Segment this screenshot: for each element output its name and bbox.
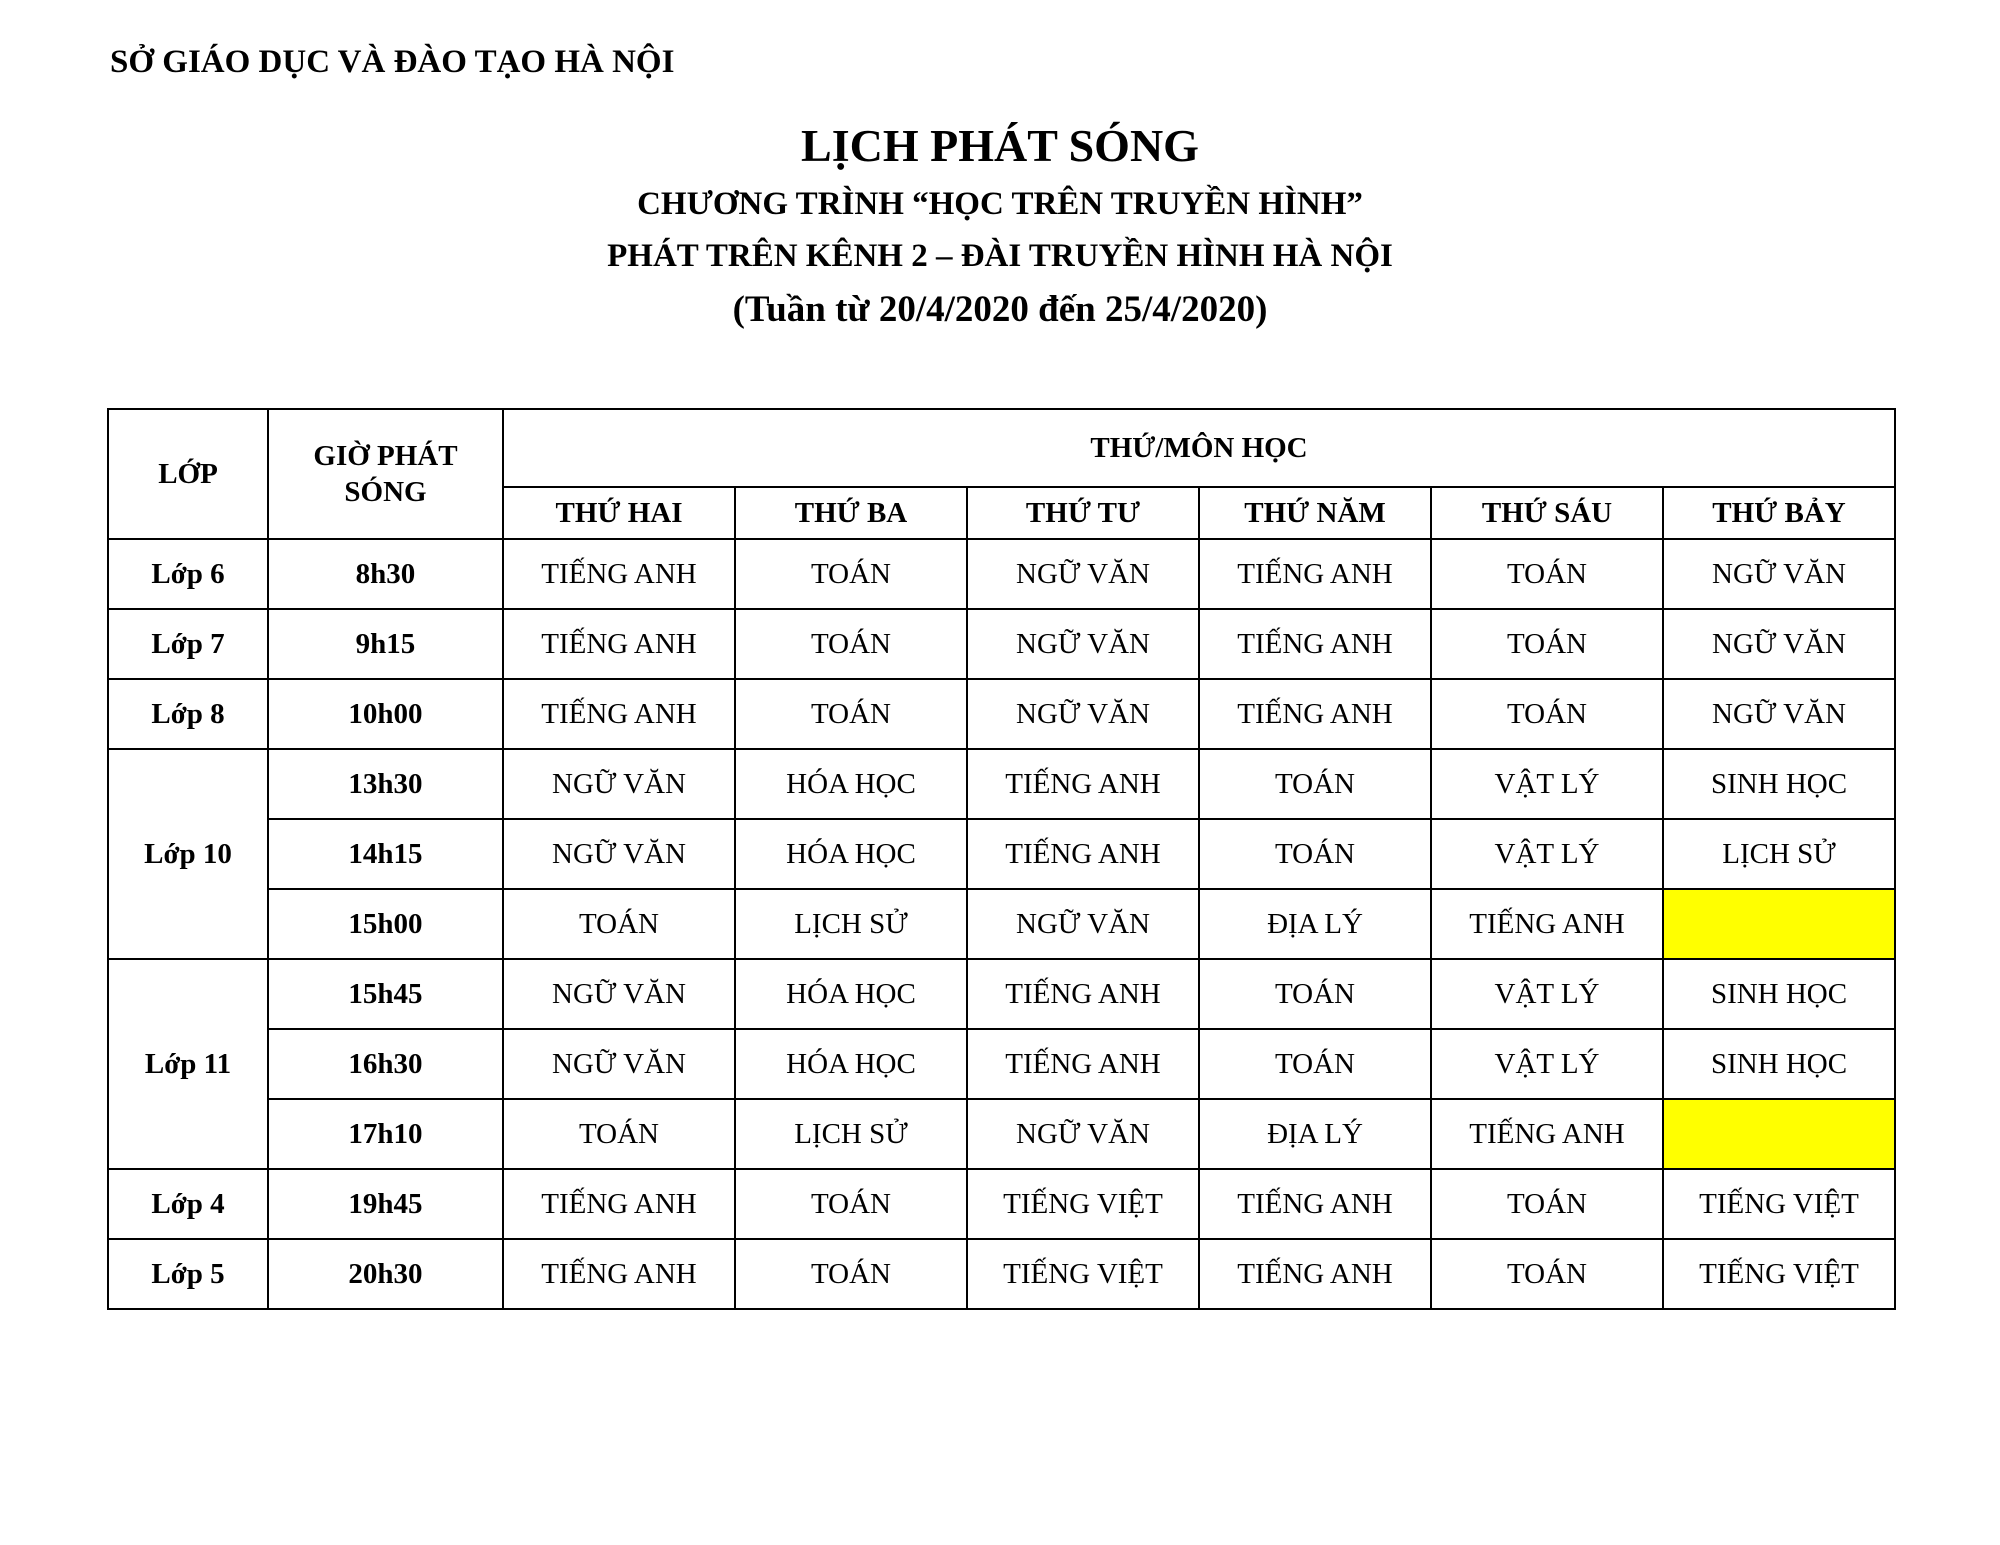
- page-title: LỊCH PHÁT SÓNG: [801, 120, 1199, 171]
- time-cell: 8h30: [268, 539, 503, 609]
- subject-cell: NGỮ VĂN: [503, 959, 735, 1029]
- class-cell: Lớp 4: [108, 1169, 268, 1239]
- subject-cell: TOÁN: [1199, 959, 1431, 1029]
- subject-cell: NGỮ VĂN: [967, 679, 1199, 749]
- subject-cell: LỊCH SỬ: [1663, 819, 1895, 889]
- subject-cell: TIẾNG ANH: [1431, 889, 1663, 959]
- time-cell: 17h10: [268, 1099, 503, 1169]
- subject-cell: TOÁN: [1431, 539, 1663, 609]
- table-row: [108, 1239, 1895, 1309]
- header-class: LỚP: [108, 409, 268, 539]
- class-cell: Lớp 6: [108, 539, 268, 609]
- time-cell: 16h30: [268, 1029, 503, 1099]
- organization-name: SỞ GIÁO DỤC VÀ ĐÀO TẠO HÀ NỘI: [110, 44, 675, 80]
- subject-cell: ĐỊA LÝ: [1199, 889, 1431, 959]
- broadcast-schedule-table: [107, 408, 1896, 1310]
- class-cell: Lớp 11: [108, 959, 268, 1169]
- subject-cell: TOÁN: [1431, 609, 1663, 679]
- subject-cell: NGỮ VĂN: [1663, 679, 1895, 749]
- header-day-subject: THỨ/MÔN HỌC: [503, 409, 1895, 487]
- table-row: [108, 609, 1895, 679]
- time-cell: 20h30: [268, 1239, 503, 1309]
- subject-cell: NGỮ VĂN: [503, 749, 735, 819]
- subject-cell: TOÁN: [503, 889, 735, 959]
- subject-cell: [1663, 1099, 1895, 1169]
- header-day: THỨ SÁU: [1431, 487, 1663, 539]
- subject-cell: TOÁN: [735, 609, 967, 679]
- subject-cell: VẬT LÝ: [1431, 819, 1663, 889]
- subject-cell: TIẾNG ANH: [1199, 609, 1431, 679]
- header-day: THỨ NĂM: [1199, 487, 1431, 539]
- week-range: (Tuần từ 20/4/2020 đến 25/4/2020): [732, 289, 1268, 330]
- time-cell: 14h15: [268, 819, 503, 889]
- subject-cell: NGỮ VĂN: [503, 819, 735, 889]
- table-row: [108, 819, 1895, 889]
- table-row: [108, 959, 1895, 1029]
- subject-cell: ĐỊA LÝ: [1199, 1099, 1431, 1169]
- subject-cell: TIẾNG VIỆT: [967, 1169, 1199, 1239]
- time-cell: 19h45: [268, 1169, 503, 1239]
- subject-cell: LỊCH SỬ: [735, 889, 967, 959]
- subject-cell: TOÁN: [1431, 1169, 1663, 1239]
- subject-cell: [1663, 889, 1895, 959]
- header-day: THỨ HAI: [503, 487, 735, 539]
- time-cell: 15h45: [268, 959, 503, 1029]
- subject-cell: TOÁN: [1199, 1029, 1431, 1099]
- subject-cell: TOÁN: [503, 1099, 735, 1169]
- subject-cell: TIẾNG ANH: [503, 1169, 735, 1239]
- subject-cell: NGỮ VĂN: [503, 1029, 735, 1099]
- subject-cell: TIẾNG ANH: [1199, 679, 1431, 749]
- schedule-body: [108, 539, 1895, 1309]
- table-row: [108, 1169, 1895, 1239]
- subject-cell: TIẾNG VIỆT: [1663, 1239, 1895, 1309]
- subject-cell: TIẾNG ANH: [1199, 1169, 1431, 1239]
- subject-cell: HÓA HỌC: [735, 1029, 967, 1099]
- subject-cell: SINH HỌC: [1663, 959, 1895, 1029]
- subject-cell: LỊCH SỬ: [735, 1099, 967, 1169]
- header-broadcast-time: [268, 409, 503, 539]
- subject-cell: TIẾNG VIỆT: [967, 1239, 1199, 1309]
- subject-cell: TIẾNG ANH: [1431, 1099, 1663, 1169]
- subject-cell: VẬT LÝ: [1431, 1029, 1663, 1099]
- table-row: [108, 889, 1895, 959]
- class-cell: Lớp 5: [108, 1239, 268, 1309]
- subject-cell: TOÁN: [1199, 819, 1431, 889]
- table-row: [108, 679, 1895, 749]
- class-cell: Lớp 7: [108, 609, 268, 679]
- time-cell: 9h15: [268, 609, 503, 679]
- subject-cell: TOÁN: [1431, 679, 1663, 749]
- subject-cell: TIẾNG VIỆT: [1663, 1169, 1895, 1239]
- header-day: THỨ TƯ: [967, 487, 1199, 539]
- subject-cell: TOÁN: [735, 539, 967, 609]
- header-broadcast-time-label: GIỜ PHÁT SÓNG: [313, 440, 458, 508]
- subject-cell: TOÁN: [735, 1169, 967, 1239]
- class-cell: Lớp 10: [108, 749, 268, 959]
- subject-cell: TOÁN: [1431, 1239, 1663, 1309]
- subject-cell: VẬT LÝ: [1431, 749, 1663, 819]
- subject-cell: TIẾNG ANH: [967, 749, 1199, 819]
- header-day: THỨ BẢY: [1663, 487, 1895, 539]
- subject-cell: TOÁN: [735, 1239, 967, 1309]
- subject-cell: NGỮ VĂN: [1663, 539, 1895, 609]
- subject-cell: VẬT LÝ: [1431, 959, 1663, 1029]
- channel-subtitle: PHÁT TRÊN KÊNH 2 – ĐÀI TRUYỀN HÌNH HÀ NỘI: [607, 238, 1393, 274]
- subject-cell: TIẾNG ANH: [503, 539, 735, 609]
- subject-cell: TOÁN: [735, 679, 967, 749]
- subject-cell: NGỮ VĂN: [967, 539, 1199, 609]
- time-cell: 13h30: [268, 749, 503, 819]
- title-block: [0, 118, 2000, 338]
- subject-cell: NGỮ VĂN: [967, 1099, 1199, 1169]
- time-cell: 10h00: [268, 679, 503, 749]
- subject-cell: NGỮ VĂN: [967, 609, 1199, 679]
- subject-cell: TOÁN: [1199, 749, 1431, 819]
- program-subtitle: CHƯƠNG TRÌNH “HỌC TRÊN TRUYỀN HÌNH”: [637, 186, 1363, 222]
- subject-cell: TIẾNG ANH: [503, 679, 735, 749]
- time-cell: 15h00: [268, 889, 503, 959]
- subject-cell: TIẾNG ANH: [967, 819, 1199, 889]
- subject-cell: TIẾNG ANH: [967, 959, 1199, 1029]
- header-day: THỨ BA: [735, 487, 967, 539]
- subject-cell: TIẾNG ANH: [503, 609, 735, 679]
- subject-cell: SINH HỌC: [1663, 749, 1895, 819]
- subject-cell: TIẾNG ANH: [967, 1029, 1199, 1099]
- table-row: [108, 539, 1895, 609]
- subject-cell: SINH HỌC: [1663, 1029, 1895, 1099]
- table-row: [108, 749, 1895, 819]
- subject-cell: NGỮ VĂN: [967, 889, 1199, 959]
- subject-cell: TIẾNG ANH: [1199, 1239, 1431, 1309]
- subject-cell: TIẾNG ANH: [1199, 539, 1431, 609]
- table-row: [108, 1029, 1895, 1099]
- table-row: [108, 1099, 1895, 1169]
- subject-cell: NGỮ VĂN: [1663, 609, 1895, 679]
- subject-cell: HÓA HỌC: [735, 959, 967, 1029]
- subject-cell: HÓA HỌC: [735, 749, 967, 819]
- subject-cell: HÓA HỌC: [735, 819, 967, 889]
- subject-cell: TIẾNG ANH: [503, 1239, 735, 1309]
- class-cell: Lớp 8: [108, 679, 268, 749]
